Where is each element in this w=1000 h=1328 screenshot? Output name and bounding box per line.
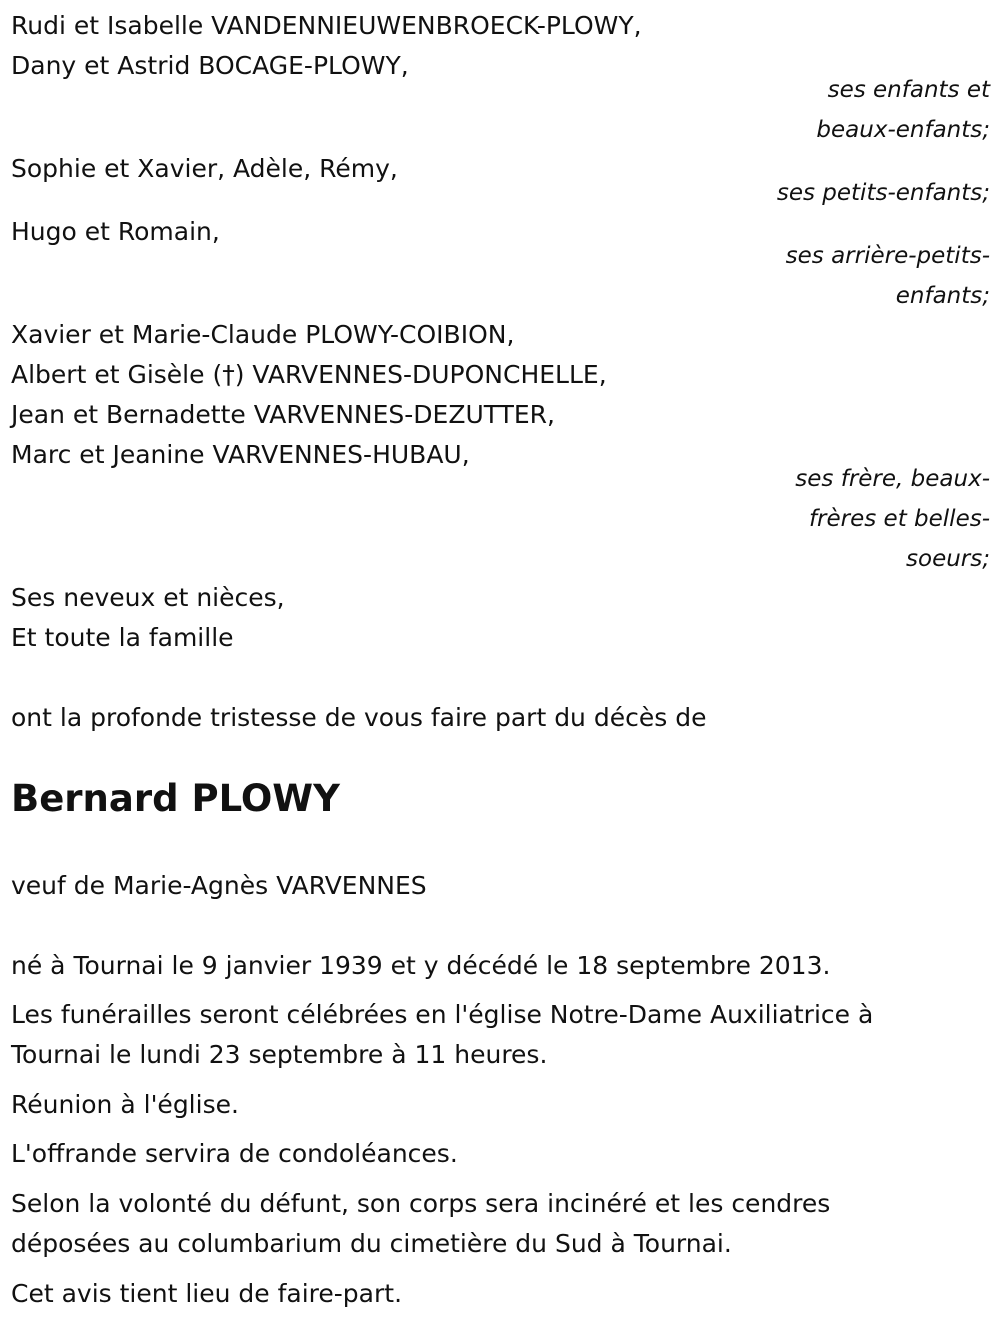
- sibling-line: Xavier et Marie-Claude PLOWY-COIBION,: [11, 320, 515, 349]
- family-child-line: Dany et Astrid BOCAGE-PLOWY,: [11, 51, 409, 80]
- funeral-ceremony-line: Les funérailles seront célébrées en l'église Notre-Dame Auxiliatrice à: [11, 1000, 874, 1029]
- birth-death-line: né à Tournai le 9 janvier 1939 et y décédé le 18 septembre 2013.: [11, 951, 831, 980]
- relation-label: beaux-enfants;: [816, 117, 990, 143]
- widower-line: veuf de Marie-Agnès VARVENNES: [11, 871, 427, 900]
- family-child-line: Rudi et Isabelle VANDENNIEUWENBROECK-PLOWY,: [11, 11, 642, 40]
- great-grandchildren-line: Hugo et Romain,: [11, 217, 220, 246]
- cremation-line: Selon la volonté du défunt, son corps sera incinéré et les cendres: [11, 1189, 831, 1218]
- meeting-line: Réunion à l'église.: [11, 1090, 239, 1119]
- sibling-line: Marc et Jeanine VARVENNES-HUBAU,: [11, 440, 470, 469]
- announcement-text: ont la profonde tristesse de vous faire part du décès de: [11, 703, 707, 732]
- relation-label: ses frère, beaux-: [795, 466, 990, 492]
- offering-line: L'offrande servira de condoléances.: [11, 1139, 458, 1168]
- relation-label: ses arrière-petits-: [785, 243, 990, 269]
- deceased-name: Bernard PLOWY: [11, 777, 340, 820]
- relation-label: ses petits-enfants;: [776, 180, 990, 206]
- others-line: Et toute la famille: [11, 623, 234, 652]
- grandchildren-line: Sophie et Xavier, Adèle, Rémy,: [11, 154, 398, 183]
- relation-label: enfants;: [895, 283, 990, 309]
- sibling-line: Jean et Bernadette VARVENNES-DEZUTTER,: [11, 400, 555, 429]
- relation-label: soeurs;: [906, 546, 990, 572]
- sibling-line: Albert et Gisèle (†) VARVENNES-DUPONCHELLE,: [11, 360, 607, 389]
- relation-label: frères et belles-: [808, 506, 990, 532]
- others-line: Ses neveux et nièces,: [11, 583, 285, 612]
- cremation-line: déposées au columbarium du cimetière du Sud à Tournai.: [11, 1229, 732, 1258]
- notice-line: Cet avis tient lieu de faire-part.: [11, 1279, 403, 1308]
- relation-label: ses enfants et: [827, 77, 990, 103]
- funeral-ceremony-line: Tournai le lundi 23 septembre à 11 heures.: [11, 1040, 548, 1069]
